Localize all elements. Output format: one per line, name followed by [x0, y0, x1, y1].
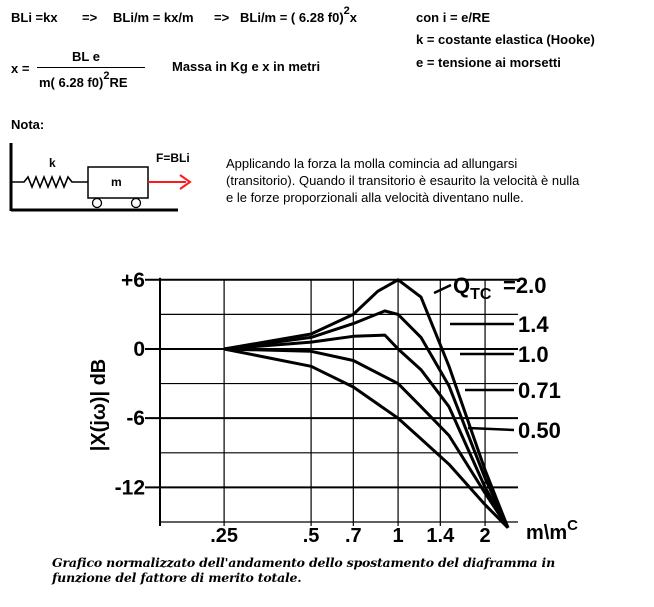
series-curve: [224, 311, 508, 528]
eq-x-den-b: RE: [109, 75, 128, 90]
y-tick-label: -6: [126, 407, 145, 431]
x-tick-label: .25: [210, 525, 239, 547]
eq-resonance: [240, 5, 358, 25]
eq-e-definition: e = tensione ai morsetti: [416, 55, 561, 70]
chart-y-axis-label: [88, 359, 110, 452]
displacement-chart: [0, 240, 654, 552]
spring-label: k: [49, 156, 56, 170]
eq-resonance-suffix: x: [349, 10, 358, 25]
chart-xlabel-text: m\m: [526, 522, 568, 544]
note-line-1: Applicando la forza la molla comincia ad allungarsi: [226, 156, 518, 171]
eq-x-den-exp: 2: [103, 70, 110, 82]
force-label: F=BLi: [156, 151, 190, 165]
chart-y-ticks: [115, 269, 145, 500]
eq-x-lhs: x =: [11, 61, 30, 76]
series-label: 1.0: [518, 342, 549, 367]
eq-bli-kx: BLi =kx: [11, 10, 58, 25]
mass-label: m: [111, 175, 122, 189]
x-tick-label: 2: [479, 525, 491, 547]
wheel-right-icon: [132, 199, 141, 208]
eq-x-denominator: [39, 70, 128, 90]
x-tick-label: 1: [392, 525, 404, 547]
series-label: 1.4: [518, 312, 549, 337]
x-tick-label: .7: [344, 525, 362, 547]
caption-line-2: funzione del fattore di merito totale.: [52, 570, 302, 585]
eq-arrow-2: =>: [214, 10, 230, 25]
series-leader: [434, 285, 451, 293]
series-label: 0.71: [518, 378, 561, 403]
legend-title: $Q_{TC}$: [453, 273, 492, 303]
series-curve: [224, 349, 508, 528]
y-tick-label: +6: [121, 268, 145, 292]
note-line-3: e le forze proporzionali alla velocità diventano nulle.: [226, 190, 524, 205]
x-tick-label: .5: [302, 525, 320, 547]
eq-x-den-a: m( 6.28 f0): [39, 75, 104, 90]
fraction-bar: [37, 67, 145, 68]
series-label: =2.0: [503, 273, 547, 298]
eq-k-definition: k = costante elastica (Hooke): [416, 32, 595, 47]
spring-mass-diagram: [0, 138, 210, 216]
eq-arrow-1: =>: [82, 10, 98, 25]
y-tick-label: 0: [133, 337, 145, 361]
chart-xlabel: [526, 517, 578, 544]
eq-x-numerator: BL e: [72, 49, 100, 64]
chart-caption: [52, 555, 555, 585]
x-tick-label: 1.4: [426, 525, 455, 547]
series-label: 0.50: [518, 418, 561, 443]
caption-line-1: Grafico normalizzato dell'andamento dello spostamento del diaframma in: [52, 555, 555, 570]
spring-icon: [11, 177, 88, 187]
eq-resonance-prefix: BLi/m = ( 6.28 f0): [240, 10, 344, 25]
eq-bli-over-m: BLi/m = kx/m: [113, 10, 194, 25]
note-title: Nota:: [11, 117, 45, 132]
note-line-2: (transitorio). Quando il transitorio è esaurito la velocità è nulla: [226, 173, 580, 188]
wheel-left-icon: [93, 199, 102, 208]
chart-curves: [224, 280, 508, 528]
eq-con-i: con i = e/RE: [416, 10, 491, 25]
note-paragraph: [226, 155, 646, 206]
series-curve: [224, 349, 508, 528]
chart-ylabel: |X(jω)| dB: [88, 358, 110, 452]
chart-x-ticks: [210, 525, 490, 547]
chart-xlabel-sup: C: [567, 517, 578, 534]
units-note: Massa in Kg e x in metri: [172, 59, 321, 74]
eq-resonance-exp: 2: [343, 5, 350, 17]
y-tick-label: -12: [114, 476, 145, 500]
series-leader: [468, 428, 514, 430]
